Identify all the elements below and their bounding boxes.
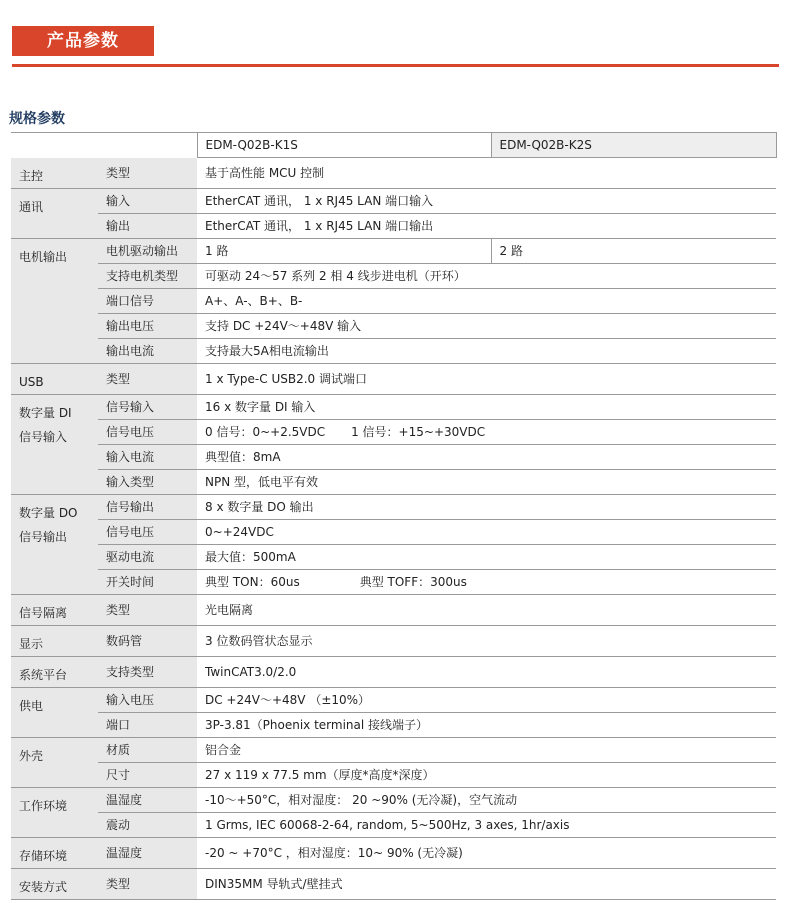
page-banner-title: 产品参数 bbox=[12, 26, 154, 56]
item-cell: 类型 bbox=[98, 594, 197, 625]
table-row bbox=[11, 288, 776, 313]
table-row bbox=[11, 787, 776, 812]
section-title: 规格参数 bbox=[9, 111, 65, 127]
table-row bbox=[11, 569, 776, 594]
value-cell: 支持 DC +24V～+48V 输入 bbox=[197, 313, 776, 338]
table-row bbox=[11, 363, 776, 394]
table-row bbox=[11, 188, 776, 213]
item-cell: 输入 bbox=[98, 188, 197, 213]
table-row bbox=[11, 656, 776, 687]
item-cell: 信号电压 bbox=[98, 419, 197, 444]
value-cell: -20 ~ +70°C ，相对湿度：10~ 90% (无冷凝) bbox=[197, 837, 776, 868]
category-cell: 工作环境 bbox=[11, 787, 98, 837]
item-cell: 支持电机类型 bbox=[98, 263, 197, 288]
value-cell: 支持最大5A相电流输出 bbox=[197, 338, 776, 363]
category-cell: 安装方式 bbox=[11, 868, 98, 899]
item-cell: 尺寸 bbox=[98, 762, 197, 787]
value-cell: 1 Grms, IEC 60068-2-64, random, 5~500Hz, 3 axes, 1hr/axis bbox=[197, 812, 776, 837]
value-cell: 0~+24VDC bbox=[197, 519, 776, 544]
item-cell: 端口信号 bbox=[98, 288, 197, 313]
value-cell-k2s: 2 路 bbox=[491, 238, 776, 263]
table-row bbox=[11, 625, 776, 656]
value-part: 1 信号：+15~+30VDC bbox=[351, 425, 486, 439]
item-cell: 信号电压 bbox=[98, 519, 197, 544]
item-cell: 支持类型 bbox=[98, 656, 197, 687]
category-cell: USB bbox=[11, 363, 98, 394]
value-cell: 3 位数码管状态显示 bbox=[197, 625, 776, 656]
table-row bbox=[11, 158, 776, 189]
value-cell: EtherCAT 通讯， 1 x RJ45 LAN 端口输入 bbox=[197, 188, 776, 213]
value-cell: 可驱动 24～57 系列 2 相 4 线步进电机（开环） bbox=[197, 263, 776, 288]
table-row bbox=[11, 544, 776, 569]
value-cell: 典型值：8mA bbox=[197, 444, 776, 469]
item-cell: 材质 bbox=[98, 737, 197, 762]
value-cell: 光电隔离 bbox=[197, 594, 776, 625]
table-row bbox=[11, 762, 776, 787]
item-cell: 输出 bbox=[98, 213, 197, 238]
item-cell: 温湿度 bbox=[98, 787, 197, 812]
category-cell bbox=[11, 394, 98, 494]
value-cell: DC +24V～+48V （±10%） bbox=[197, 687, 776, 712]
category-cell bbox=[11, 494, 98, 594]
category-cell: 主控 bbox=[11, 158, 98, 189]
category-cell: 通讯 bbox=[11, 188, 98, 238]
table-row bbox=[11, 313, 776, 338]
category-cell: 显示 bbox=[11, 625, 98, 656]
table-row bbox=[11, 712, 776, 737]
header-blank-cell bbox=[98, 133, 197, 158]
category-cell: 电机输出 bbox=[11, 238, 98, 363]
item-cell: 输入电压 bbox=[98, 687, 197, 712]
value-cell: NPN 型，低电平有效 bbox=[197, 469, 776, 494]
table-row bbox=[11, 519, 776, 544]
table-row bbox=[11, 494, 776, 519]
category-cell: 存储环境 bbox=[11, 837, 98, 868]
value-cell: EtherCAT 通讯， 1 x RJ45 LAN 端口输出 bbox=[197, 213, 776, 238]
category-line: 信号输入 bbox=[19, 429, 68, 444]
table-row bbox=[11, 868, 776, 899]
value-cell: A+、A-、B+、B- bbox=[197, 288, 776, 313]
value-cell: -10～+50°C，相对湿度： 20 ~90% (无冷凝)，空气流动 bbox=[197, 787, 776, 812]
spec-table bbox=[11, 132, 777, 900]
item-cell: 温湿度 bbox=[98, 837, 197, 868]
value-part: 典型 TON：60us bbox=[205, 575, 300, 589]
table-row bbox=[11, 469, 776, 494]
value-cell bbox=[197, 419, 776, 444]
table-row bbox=[11, 594, 776, 625]
item-cell: 数码管 bbox=[98, 625, 197, 656]
model-k2s-header: EDM-Q02B-K2S bbox=[491, 133, 776, 158]
value-cell: TwinCAT3.0/2.0 bbox=[197, 656, 776, 687]
value-cell: 8 x 数字量 DO 输出 bbox=[197, 494, 776, 519]
table-row bbox=[11, 837, 776, 868]
table-row bbox=[11, 263, 776, 288]
item-cell: 驱动电流 bbox=[98, 544, 197, 569]
value-cell: 27 x 119 x 77.5 mm（厚度*高度*深度） bbox=[197, 762, 776, 787]
category-cell: 系统平台 bbox=[11, 656, 98, 687]
item-cell: 类型 bbox=[98, 868, 197, 899]
value-part: 0 信号：0~+2.5VDC bbox=[205, 425, 326, 439]
category-cell: 信号隔离 bbox=[11, 594, 98, 625]
table-row bbox=[11, 687, 776, 712]
value-cell: 铝合金 bbox=[197, 737, 776, 762]
value-cell: 最大值：500mA bbox=[197, 544, 776, 569]
value-part: 典型 TOFF：300us bbox=[359, 575, 467, 589]
header-blank-cell bbox=[11, 133, 98, 158]
category-line: 信号输出 bbox=[19, 529, 68, 544]
table-header-row bbox=[11, 133, 776, 158]
category-line: 数字量 DI bbox=[19, 405, 72, 420]
item-cell: 电机驱动输出 bbox=[98, 238, 197, 263]
banner-divider bbox=[12, 64, 779, 67]
item-cell: 信号输出 bbox=[98, 494, 197, 519]
value-cell bbox=[197, 569, 776, 594]
table-row bbox=[11, 338, 776, 363]
table-row bbox=[11, 394, 776, 419]
model-k1s-header: EDM-Q02B-K1S bbox=[197, 133, 491, 158]
table-row bbox=[11, 812, 776, 837]
table-row bbox=[11, 213, 776, 238]
item-cell: 类型 bbox=[98, 158, 197, 189]
value-cell: DIN35MM 导轨式/壁挂式 bbox=[197, 868, 776, 899]
item-cell: 信号输入 bbox=[98, 394, 197, 419]
item-cell: 输出电压 bbox=[98, 313, 197, 338]
value-cell: 16 x 数字量 DI 输入 bbox=[197, 394, 776, 419]
category-cell: 外壳 bbox=[11, 737, 98, 787]
item-cell: 输入类型 bbox=[98, 469, 197, 494]
table-row bbox=[11, 238, 776, 263]
item-cell: 震动 bbox=[98, 812, 197, 837]
item-cell: 端口 bbox=[98, 712, 197, 737]
table-row bbox=[11, 444, 776, 469]
value-cell-k1s: 1 路 bbox=[197, 238, 491, 263]
table-row bbox=[11, 737, 776, 762]
value-cell: 3P-3.81（Phoenix terminal 接线端子） bbox=[197, 712, 776, 737]
value-cell: 1 x Type-C USB2.0 调试端口 bbox=[197, 363, 776, 394]
item-cell: 输出电流 bbox=[98, 338, 197, 363]
category-line: 数字量 DO bbox=[19, 505, 78, 520]
item-cell: 输入电流 bbox=[98, 444, 197, 469]
value-cell: 基于高性能 MCU 控制 bbox=[197, 158, 776, 189]
table-row bbox=[11, 419, 776, 444]
item-cell: 开关时间 bbox=[98, 569, 197, 594]
item-cell: 类型 bbox=[98, 363, 197, 394]
category-cell: 供电 bbox=[11, 687, 98, 737]
